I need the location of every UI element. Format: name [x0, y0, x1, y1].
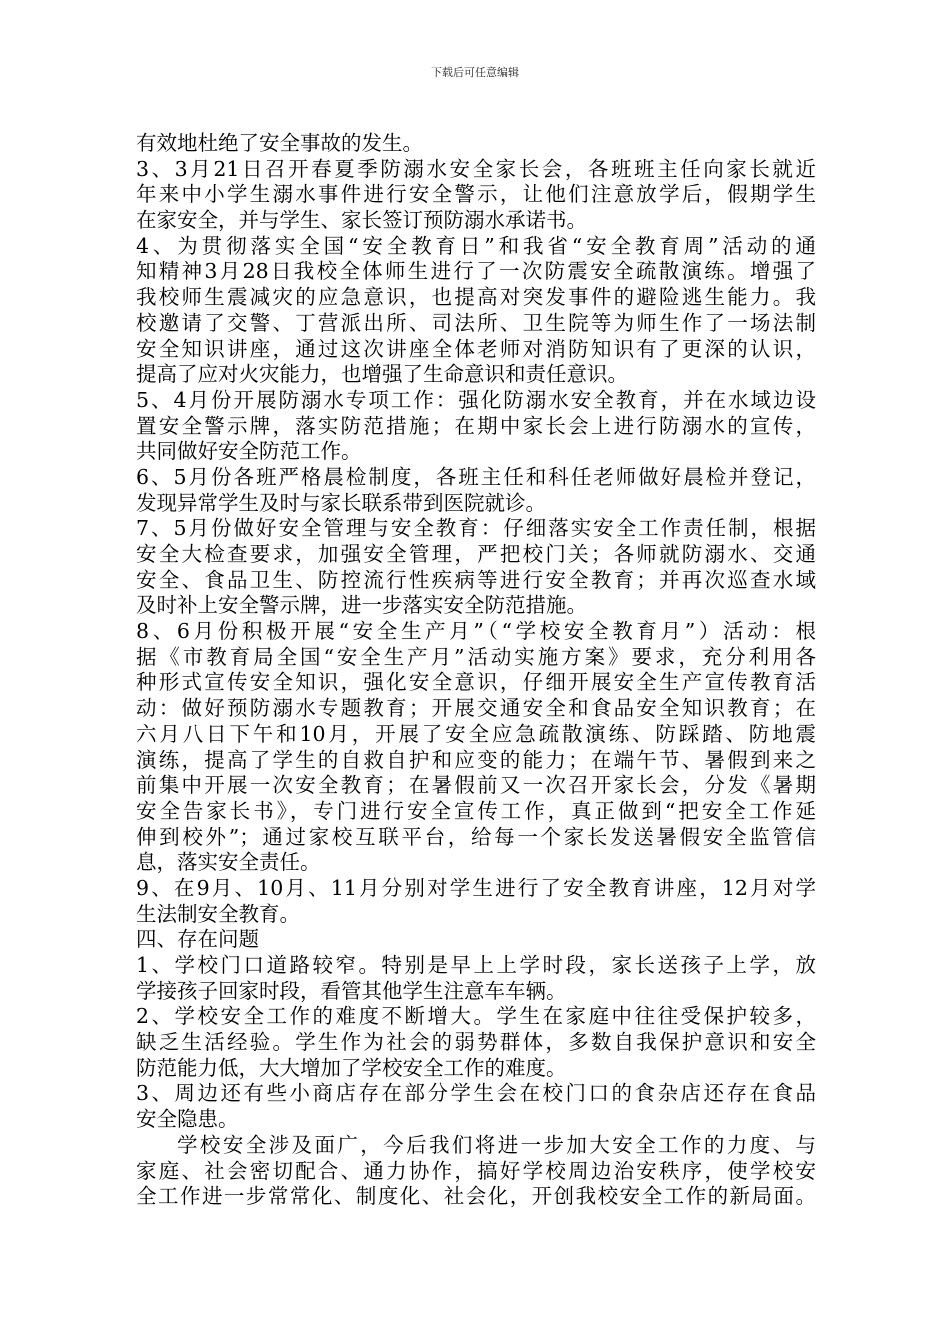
text-line: 及时补上安全警示牌，进一步落实安全防范措施。 [136, 593, 587, 618]
text-line: 共同做好安全防范工作。 [136, 439, 362, 464]
document-body [136, 131, 816, 1210]
text-line: 5、4月份开展防溺水专项工作：强化防溺水安全教育，并在水域边设 [136, 387, 816, 412]
text-line: 演练，提高了学生的自救自护和应变的能力；在端午节、暑假到来之 [136, 747, 816, 772]
text-line: 4、为贯彻落实全国“安全教育日”和我省“安全教育周”活动的通 [136, 233, 816, 258]
text-line: 发现异常学生及时与家长联系带到医院就诊。 [136, 490, 546, 515]
text-line: 提高了应对火灾能力，也增强了生命意识和责任意识。 [136, 362, 628, 387]
text-line: 缺乏生活经验。学生作为社会的弱势群体，多数自我保护意识和安全 [136, 1030, 816, 1055]
text-line: 防范能力低，大大增加了学校安全工作的难度。 [136, 1055, 567, 1080]
text-line: 6、5月份各班严格晨检制度，各班主任和科任老师做好晨检并登记， [136, 464, 816, 489]
text-line: 据《市教育局全国“安全生产月”活动实施方案》要求，充分利用各 [136, 644, 816, 669]
text-line: 1、学校门口道路较窄。特别是早上上学时段，家长送孩子上学，放 [136, 953, 816, 977]
text-line: 校邀请了交警、丁营派出所、司法所、卫生院等为师生作了一场法制 [136, 310, 816, 335]
text-line: 学校安全涉及面广，今后我们将进一步加大安全工作的力度、与 [177, 1132, 816, 1157]
text-line: 四、存在问题 [136, 927, 259, 952]
text-line: 安全大检查要求，加强安全管理，严把校门关；各师就防溺水、交通 [136, 542, 816, 566]
text-line: 前集中开展一次安全教育；在暑假前又一次召开家长会，分发《暑期 [136, 773, 816, 798]
page-header: 下载后可任意编辑 [431, 66, 519, 79]
text-line: 安全知识讲座，通过这次讲座全体老师对消防知识有了更深的认识， [136, 336, 816, 361]
text-line: 年来中小学生溺水事件进行安全警示，让他们注意放学后，假期学生 [136, 182, 816, 207]
text-line: 3、周边还有些小商店存在部分学生会在校门口的食杂店还存在食品 [136, 1081, 816, 1106]
text-line: 种形式宣传安全知识，强化安全意识，仔细开展安全生产宣传教育活 [136, 670, 816, 695]
text-line: 2、学校安全工作的难度不断增大。学生在家庭中往往受保护较多， [136, 1004, 816, 1029]
text-line: 在家安全，并与学生、家长签订预防溺水承诺书。 [136, 208, 587, 233]
text-line: 全工作进一步常常化、制度化、社会化，开创我校安全工作的新局面。 [136, 1184, 816, 1209]
text-line: 8、6月份积极开展“安全生产月”（“学校安全教育月”）活动：根 [136, 619, 816, 644]
text-line: 家庭、社会密切配合、通力协作，搞好学校周边治安秩序，使学校安 [136, 1158, 816, 1183]
text-line: 有效地杜绝了安全事故的发生。 [136, 131, 423, 155]
text-line: 知精神3月28日我校全体师生进行了一次防震安全疏散演练。增强了 [136, 259, 816, 284]
text-line: 安全告家长书》，专门进行安全宣传工作，真正做到“把安全工作延 [136, 798, 816, 823]
text-line: 生法制安全教育。 [136, 901, 300, 926]
text-line: 安全、食品卫生、防控流行性疾病等进行安全教育；并再次巡查水域 [136, 567, 816, 592]
text-line: 我校师生震减灾的应急意识，也提高对突发事件的避险逃生能力。我 [136, 285, 816, 310]
text-line: 9、在9月、10月、11月分别对学生进行了安全教育讲座，12月对学 [136, 875, 816, 900]
text-line: 息，落实安全责任。 [136, 850, 321, 875]
text-line: 置安全警示牌，落实防范措施；在期中家长会上进行防溺水的宣传， [136, 413, 816, 438]
text-line: 伸到校外”；通过家校互联平台，给每一个家长发送暑假安全监管信 [136, 824, 816, 849]
text-line: 学接孩子回家时段，看管其他学生注意车车辆。 [136, 978, 567, 1003]
text-line: 六月八日下午和10月，开展了安全应急疏散演练、防踩踏、防地震 [136, 721, 816, 746]
text-line: 动：做好预防溺水专题教育；开展交通安全和食品安全知识教育；在 [136, 696, 816, 721]
text-line: 安全隐患。 [136, 1107, 239, 1132]
text-line: 7、5月份做好安全管理与安全教育：仔细落实安全工作责任制，根据 [136, 516, 816, 541]
text-line: 3、3月21日召开春夏季防溺水安全家长会，各班班主任向家长就近 [136, 156, 816, 181]
